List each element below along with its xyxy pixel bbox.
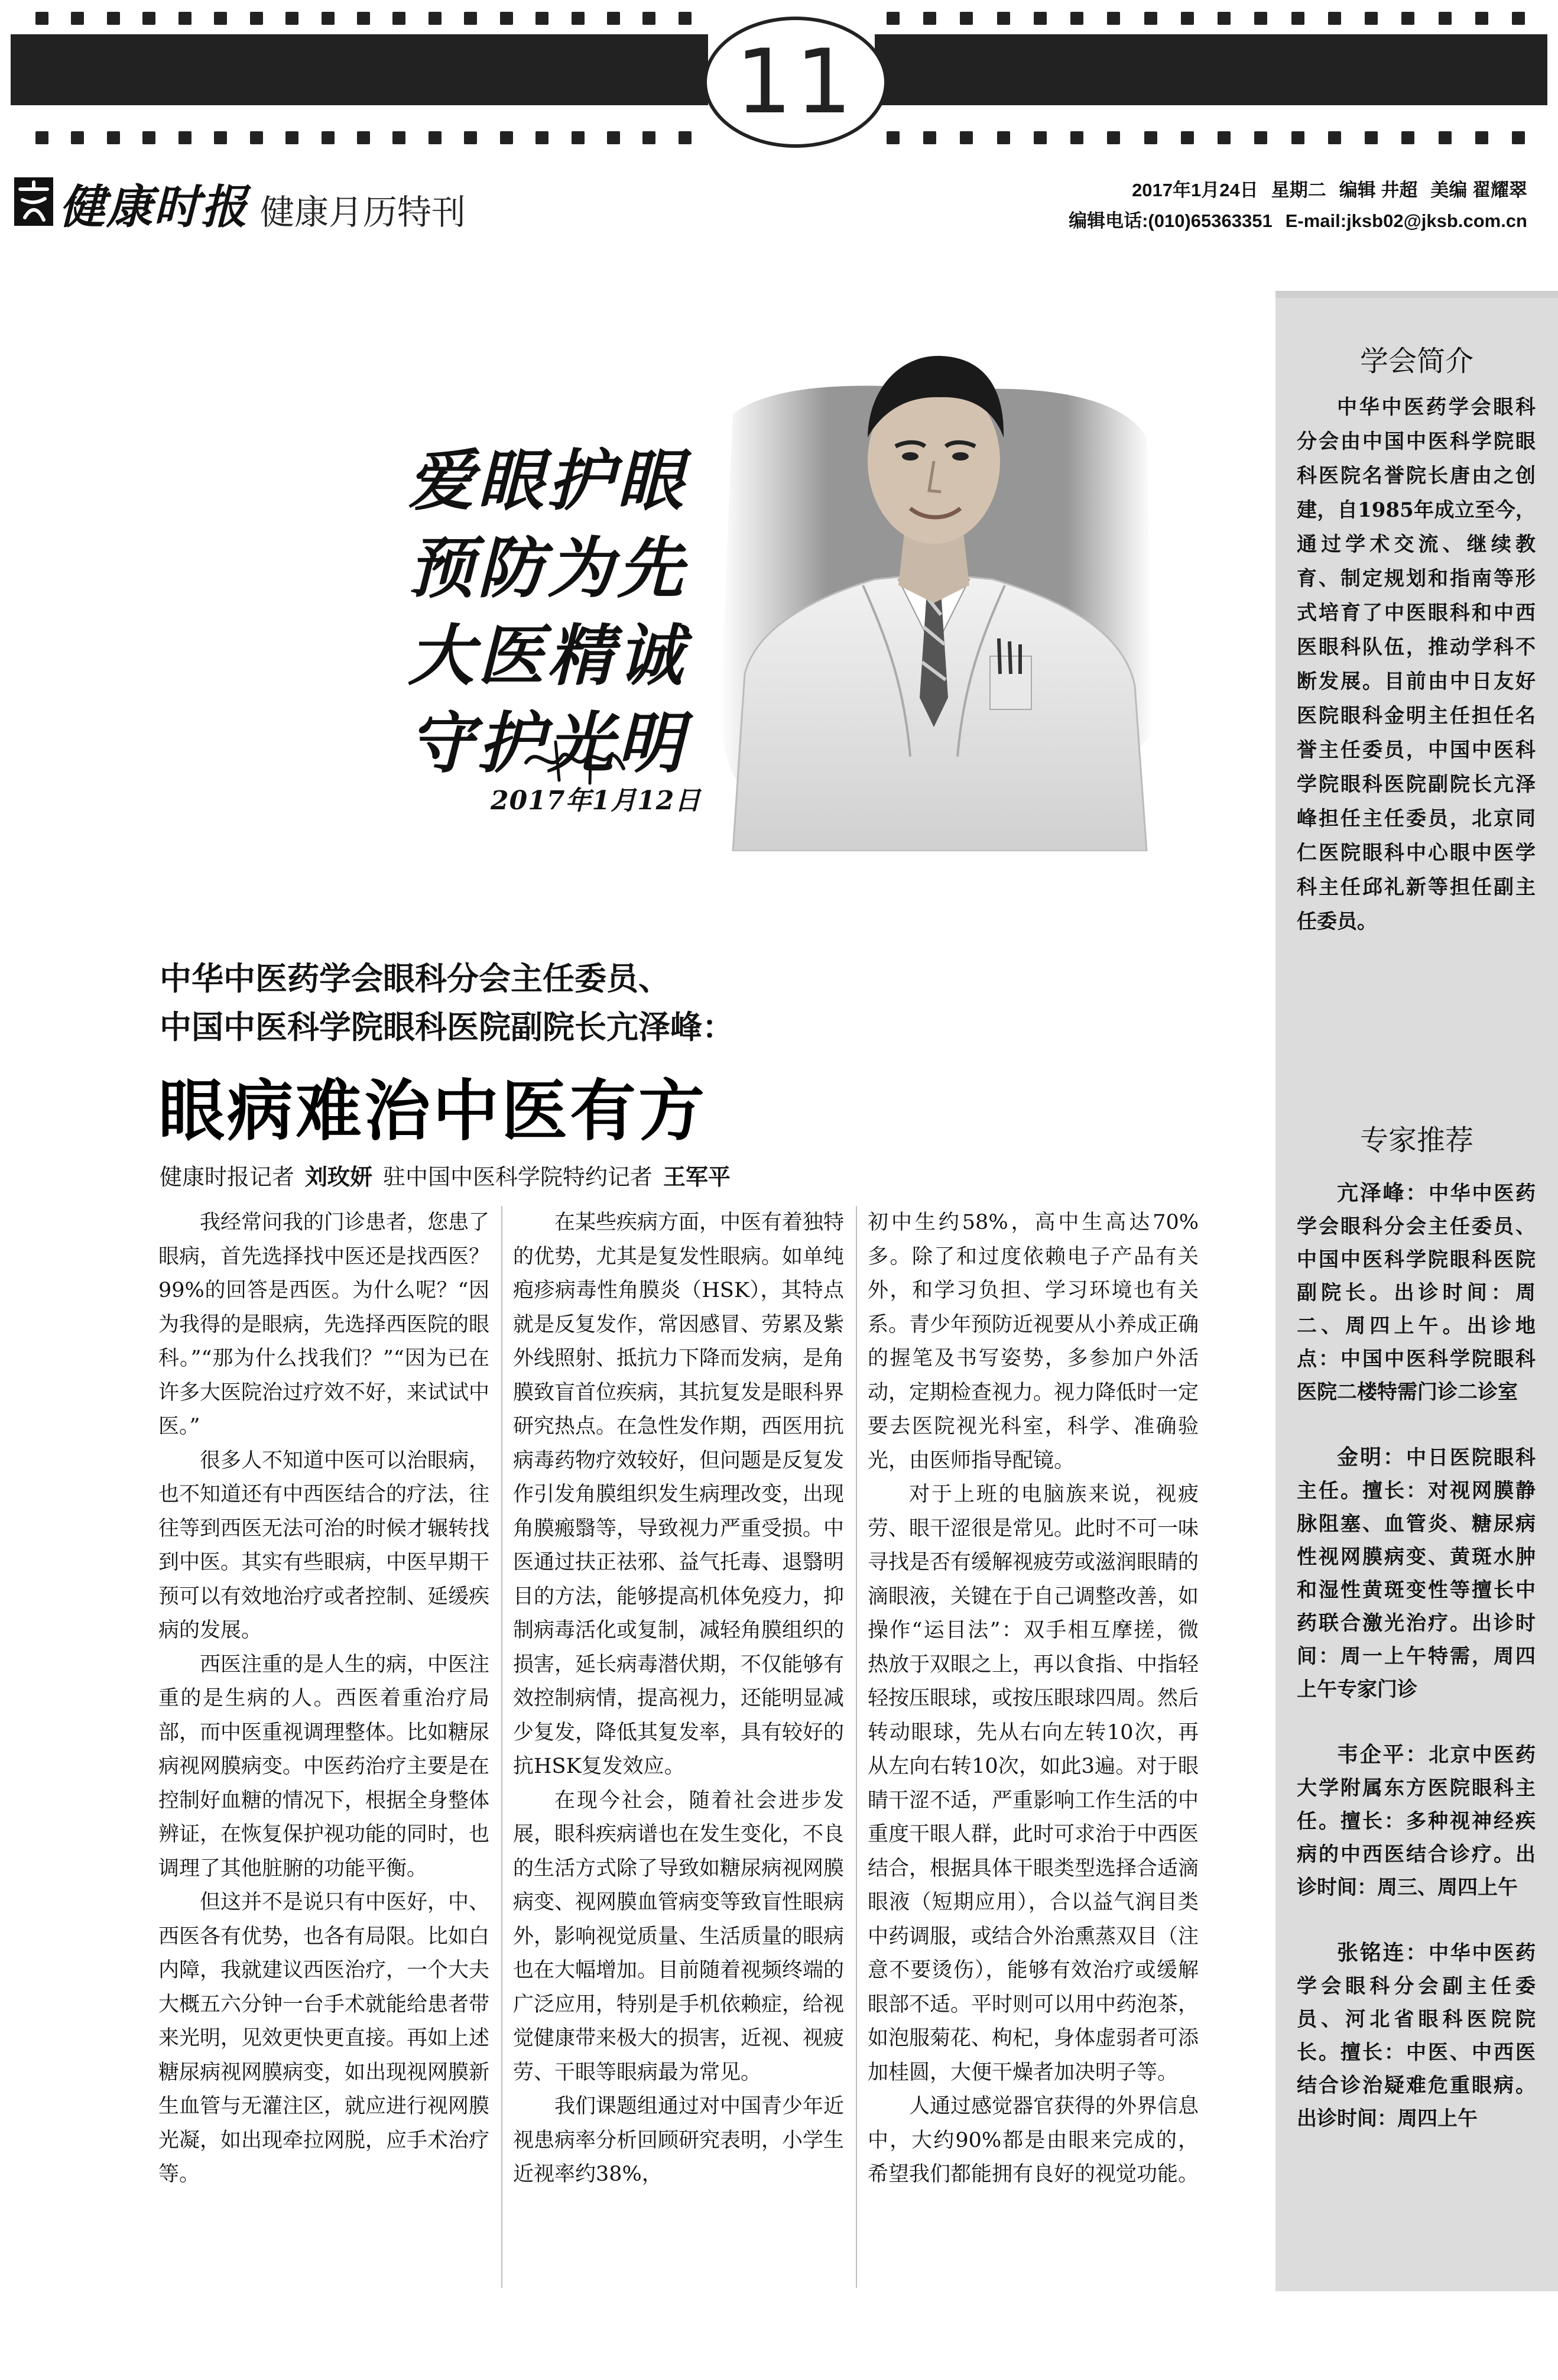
banner-dot <box>679 12 692 25</box>
newspaper-logo-icon <box>13 176 54 227</box>
calligraphy-line: 守护光明 <box>408 705 687 782</box>
banner-dot <box>178 12 191 25</box>
editor-email: E-mail:jksb02@jksb.com.cn <box>1285 210 1527 231</box>
kicker-line: 中国中医科学院眼科医院副院长亢泽峰： <box>160 1010 734 1045</box>
banner-dot <box>923 12 936 25</box>
article-column-1 <box>158 1206 489 2192</box>
expert-text: 中日医院眼科主任。擅长：对视网膜静脉阻塞、血管炎、糖尿病性视网膜病变、黄斑水肿和湿性黄斑变性等擅长中药联合激光治疗。出诊时间：周一上午特需，周四上午专家门诊 <box>1297 1446 1536 1701</box>
banner-dot <box>464 131 477 144</box>
banner-dot <box>1401 131 1414 144</box>
expert-entry <box>1297 1441 1536 1706</box>
page-number-badge <box>703 17 888 148</box>
banner-dot <box>107 131 120 144</box>
banner-dot <box>142 131 155 144</box>
calligraphy-line: 大医精诚 <box>408 617 687 695</box>
banner-dot <box>1475 12 1488 25</box>
calligraphy-line: 预防为先 <box>408 530 687 607</box>
banner-dot <box>1144 12 1157 25</box>
expert-text: 北京中医药大学附属东方医院眼科主任。擅长：多种视神经疾病的中西医结合诊疗。出诊时间：周三、周四上午 <box>1297 1743 1536 1899</box>
banner-dot <box>1512 131 1525 144</box>
banner-dot <box>607 12 620 25</box>
issue-name: 健康月历特刊 <box>260 192 466 232</box>
art-editor: 美编 翟耀翠 <box>1430 180 1527 200</box>
banner-dot <box>1328 131 1341 144</box>
article-paragraph: 对于上班的电脑族来说，视疲劳、眼干涩很是常见。此时不可一味寻找是否有缓解视疲劳或滋润眼睛的滴眼液，关键在于自己调整改善，如操作“运目法”：双手相互摩搓，微热放于双眼之上，再以食指、中指轻轻按压眼球，或按压眼球四周。然后转动眼球，先从右向左转10次，再从左向右转10次，如此3遍。对于眼睛干涩不适，严重影响工作生活的中重度干眼人群，此时可求治于中西医结合，根据具体干眼类型选择合适滴眼液（短期应用），合以益气润目类中药调服，或结合外治熏蒸双目（注意不要烫伤），能够有效治疗或缓解眼部不适。平时则可以用中药泡茶，如泡服菊花、枸杞，身体虚弱者可添加桂圆，大便干燥者加决明子等。 <box>868 1483 1199 2084</box>
banner-dot <box>250 131 263 144</box>
column-divider <box>501 1206 502 2288</box>
article-kicker <box>160 955 1223 1052</box>
expert-recommend-title: 专家推荐 <box>1359 1124 1473 1157</box>
banner-dot <box>322 131 335 144</box>
page-number: 11 <box>735 31 856 134</box>
banner-dot <box>1291 12 1304 25</box>
banner-dots <box>887 131 1525 145</box>
banner-dot <box>107 12 120 25</box>
header-meta-line1 <box>1069 175 1527 206</box>
banner-dot <box>535 131 548 144</box>
expert-text: 中华中医药学会眼科分会主任委员、中国中医科学院眼科医院副院长。出诊时间：周二、周四上午。出诊地点：中国中医科学院眼科医院二楼特需门诊二诊室 <box>1297 1182 1536 1404</box>
banner-dot <box>429 131 442 144</box>
banner-dot <box>1034 131 1047 144</box>
editor: 编辑 井超 <box>1339 180 1418 200</box>
banner-dot <box>1107 131 1120 144</box>
doctor-portrait <box>709 319 1158 851</box>
article-column-2 <box>513 1206 844 2192</box>
banner-dot <box>1070 12 1083 25</box>
newspaper-name: 健康时报 <box>59 180 249 234</box>
banner-dot <box>1218 131 1231 144</box>
banner-dot <box>642 131 655 144</box>
banner-dot <box>960 131 973 144</box>
banner-dot <box>1439 12 1452 25</box>
article-paragraph: 在现今社会，随着社会进步发展，眼科疾病谱也在发生变化，不良的生活方式除了导致如糖尿病视网膜病变、视网膜血管病变等致盲性眼病外，影响视觉质量、生活质量的眼病也在大幅增加。目前随着视频终端的广泛应用，特别是手机依赖症，给视觉健康带来极大的损害，近视、视疲劳、干眼等眼病最为常见。 <box>513 1788 845 2084</box>
society-intro-title: 学会简介 <box>1359 345 1473 378</box>
byline-label: 驻中国中医科学院特约记者 <box>383 1164 653 1190</box>
calligraphy-line: 爱眼护眼 <box>408 442 687 520</box>
banner-dot <box>392 12 405 25</box>
column-divider <box>856 1206 857 2288</box>
article-paragraph: 我们课题组通过对中国青少年近视患病率分析回顾研究表明，小学生近视率约38%， <box>513 2094 845 2186</box>
banner-dot <box>535 12 548 25</box>
banner-dot <box>1291 131 1304 144</box>
article-column-3 <box>868 1206 1199 2192</box>
article-paragraph: 初中生约58%，高中生高达70%多。除了和过度依赖电子产品有关外，和学习负担、学习环境也有关系。青少年预防近视要从小养成正确的握笔及书写姿势，多参加户外活动，定期检查视力。视力降低时一定要去医院视光科室，科学、准确验光，由医师指导配镜。 <box>868 1211 1199 1473</box>
banner-dot <box>71 12 84 25</box>
banner-dot <box>35 131 48 144</box>
banner-dots <box>35 131 692 145</box>
banner-dot <box>285 12 298 25</box>
banner-dot <box>285 131 298 144</box>
banner-dot <box>500 12 513 25</box>
banner-band-right <box>875 34 1547 105</box>
banner-dot <box>642 12 655 25</box>
article-paragraph: 我经常问我的门诊患者，您患了眼病，首先选择找中医还是找西医？99%的回答是西医。为什么呢？“因为我得的是眼病，先选择西医院的眼科。”“那为什么找我们？”“因为已在许多大医院治过疗效不好，来试试中医。” <box>158 1211 490 1438</box>
issue-weekday: 星期二 <box>1271 180 1326 200</box>
banner-dot <box>1365 12 1378 25</box>
expert-entry <box>1297 1936 1536 2135</box>
expert-entry <box>1297 1738 1536 1904</box>
byline-name: 王军平 <box>663 1164 731 1190</box>
banner-dot <box>1034 12 1047 25</box>
banner-dot <box>1107 12 1120 25</box>
byline-name: 刘玫妍 <box>305 1164 373 1190</box>
expert-text: 中华中医药学会眼科分会副主任委员、河北省眼科医院院长。擅长：中医、中西医结合诊治疑难危重眼病。出诊时间：周四上午 <box>1297 1941 1536 2131</box>
banner-dot <box>1218 12 1231 25</box>
banner-dot <box>1181 131 1194 144</box>
expert-entry <box>1297 1176 1536 1409</box>
banner-dot <box>214 12 227 25</box>
banner-dot <box>464 12 477 25</box>
banner-dot <box>1475 131 1488 144</box>
editor-phone: 编辑电话:(010)65363351 <box>1069 210 1273 231</box>
banner-dot <box>1144 131 1157 144</box>
sidebar-top-rule <box>1275 291 1558 298</box>
banner-dot <box>142 12 155 25</box>
banner-dot <box>392 131 405 144</box>
banner-dots <box>35 12 692 26</box>
society-intro-text: 中华中医药学会眼科分会由中国中医科学院眼科医院名誉院长唐由之创建，自1985年成立至今，通过学术交流、继续教育、制定规划和指南等形式培育了中医眼科和中西医眼科队伍，推动学科不断发展。目前由中日友好医院眼科金明主任担任名誉主任委员，中国中医科学院眼科医院副院长亢泽峰担任主任委员，北京同仁医院眼科中心眼中医学科主任邱礼新等担任副主任委员。 <box>1297 395 1536 933</box>
article-paragraph: 但这并不是说只有中医好，中、西医各有优势，也各有局限。比如白内障，我就建议西医治疗，一个大夫大概五六分钟一台手术就能给患者带来光明，见效更快更直接。再如上述糖尿病视网膜病变，如出现视网膜新生血管与无灌注区，就应进行视网膜光凝，如出现牵拉网脱，应手术治疗等。 <box>158 1891 490 2186</box>
banner-dot <box>1254 12 1267 25</box>
banner-dot <box>923 131 936 144</box>
banner-band-left <box>11 34 708 105</box>
banner-dot <box>357 12 370 25</box>
article-paragraph: 西医注重的是人生的病，中医注重的是生病的人。西医着重治疗局部，而中医重视调理整体。比如糖尿病视网膜病变。中医药治疗主要是在控制好血糖的情况下，根据全身整体辨证，在恢复保护视功能的同时，也调理了其他脏腑的功能平衡。 <box>158 1652 490 1880</box>
banner-dot <box>1401 12 1414 25</box>
article-byline <box>160 1159 741 1191</box>
banner-dot <box>1439 131 1452 144</box>
banner-dot <box>35 12 48 25</box>
banner-dot <box>178 131 191 144</box>
expert-name: 韦企平： <box>1337 1742 1429 1766</box>
banner-dot <box>500 131 513 144</box>
expert-name: 金明： <box>1337 1445 1406 1469</box>
banner-dot <box>1365 131 1378 144</box>
article-paragraph: 在某些疾病方面，中医有着独特的优势，尤其是复发性眼病。如单纯疱疹病毒性角膜炎（HSK），其特点就是反复发作，常因感冒、劳累及紫外线照射、抵抗力下降而发病，是角膜致盲首位疾病，其抗复发是眼科界研究热点。在急性发作期，西医用抗病毒药物疗效较好，但问题是反复发作引发角膜组织发生病理改变，出现角膜瘢翳等，导致视力严重受损。中医通过扶正祛邪、益气托毒、退翳明目的方法，能够提高机体免疫力，抑制病毒活化或复制，减轻角膜组织的损害，延长病毒潜伏期，不仅能够有效控制病情，提高视力，还能明显减少复发，降低其复发率，具有较好的抗HSK复发效应。 <box>513 1211 845 1778</box>
banner-dot <box>214 131 227 144</box>
handwritten-signature <box>520 733 627 786</box>
banner-dot <box>1512 12 1525 25</box>
banner-dot <box>357 131 370 144</box>
header-meta-line2 <box>1069 206 1527 236</box>
banner-dot <box>572 131 585 144</box>
banner-dot <box>572 12 585 25</box>
banner-dot <box>1254 131 1267 144</box>
banner-dot <box>322 12 335 25</box>
banner-dot <box>71 131 84 144</box>
calligraphy-date: 2017年1月12日 <box>491 786 702 816</box>
kicker-line: 中华中医药学会眼科分会主任委员、 <box>160 961 670 997</box>
banner-dot <box>1181 12 1194 25</box>
banner-dot <box>679 131 692 144</box>
article-paragraph: 很多人不知道中医可以治眼病，也不知道还有中西医结合的疗法，往往等到西医无法可治的时候才辗转找到中医。其实有些眼病，中医早期干预可以有效地治疗或者控制、延缓疾病的发展。 <box>158 1448 490 1642</box>
banner-dot <box>1328 12 1341 25</box>
banner-dot <box>997 12 1010 25</box>
expert-name: 亢泽峰： <box>1337 1181 1429 1205</box>
banner-dot <box>997 131 1010 144</box>
banner-dot <box>1070 131 1083 144</box>
issue-date: 2017年1月24日 <box>1132 180 1258 200</box>
banner-dot <box>250 12 263 25</box>
article-headline: 眼病难治中医有方 <box>158 1072 707 1150</box>
banner-dot <box>887 12 900 25</box>
banner-dot <box>960 12 973 25</box>
article-paragraph: 人通过感觉器官获得的外界信息中，大约90%都是由眼来完成的，希望我们都能拥有良好的视觉功能。 <box>868 2094 1199 2186</box>
header-meta <box>1069 175 1527 236</box>
expert-name: 张铭连： <box>1337 1940 1429 1964</box>
expert-list <box>1297 1176 1536 2167</box>
banner-dots <box>887 12 1525 26</box>
banner-dot <box>429 12 442 25</box>
banner-dot <box>607 131 620 144</box>
byline-label: 健康时报记者 <box>160 1164 295 1190</box>
banner-dot <box>887 131 900 144</box>
